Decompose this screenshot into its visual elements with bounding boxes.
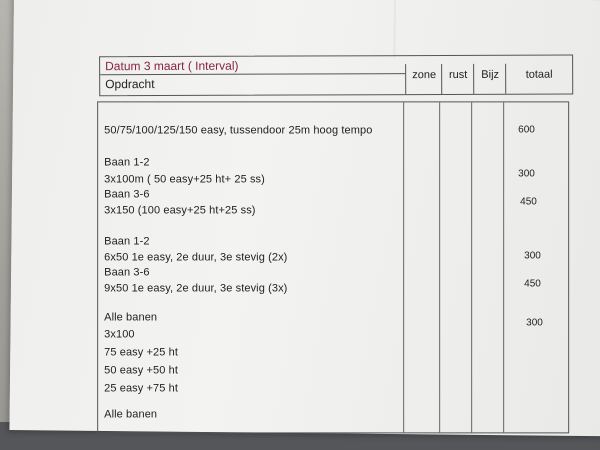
- row-total: 450: [524, 278, 541, 290]
- workout-line: 6x50 1e easy, 2e duur, 3e stevig (2x): [104, 251, 288, 264]
- column-divider: [471, 102, 472, 432]
- workout-line: 9x50 1e easy, 2e duur, 3e stevig (3x): [104, 282, 288, 295]
- column-header-zone-label: zone: [412, 69, 437, 82]
- row-total: 300: [526, 317, 543, 329]
- session-date-title: Datum 3 maart ( Interval): [105, 58, 239, 74]
- column-header-totaal: [505, 64, 572, 94]
- column-header-bijz: [473, 64, 506, 94]
- workout-line: 25 easy +75 ht: [104, 382, 179, 395]
- workout-line: 75 easy +25 ht: [104, 346, 179, 359]
- column-divider: [439, 102, 440, 432]
- column-header-bijz-label: Bijz: [481, 68, 500, 81]
- workout-line: Baan 1-2: [104, 156, 150, 169]
- workout-line: 50/75/100/125/150 easy, tussendoor 25m hoog tempo: [104, 124, 373, 137]
- workout-line: Baan 1-2: [104, 235, 150, 248]
- column-header-rust-label: rust: [448, 68, 468, 81]
- header-title-row: [100, 56, 405, 75]
- workout-line: 3x150 (100 easy+25 ht+25 ss): [104, 204, 256, 217]
- paper-fold: [393, 0, 396, 58]
- row-total: 450: [520, 196, 537, 208]
- workout-table: [97, 101, 569, 433]
- column-divider: [403, 102, 404, 432]
- workout-line: 3x100m ( 50 easy+25 ht+ 25 ss): [104, 173, 265, 186]
- workout-line: Baan 3-6: [104, 266, 150, 279]
- column-divider: [503, 102, 504, 432]
- workout-line: Alle banen: [104, 311, 158, 324]
- column-header-zone: [405, 64, 442, 94]
- column-header-totaal-label: totaal: [525, 68, 553, 81]
- row-total: 300: [524, 250, 541, 262]
- assignment-label: Opdracht: [105, 77, 155, 92]
- workout-line: Baan 3-6: [104, 188, 150, 201]
- header-table: [99, 55, 573, 97]
- workout-line: 3x100: [104, 328, 135, 341]
- column-header-rust: [441, 64, 474, 94]
- row-total: 600: [518, 124, 535, 136]
- row-total: 300: [518, 168, 535, 180]
- paper-sheet: [9, 0, 600, 436]
- workout-line: Alle banen: [104, 408, 158, 421]
- workout-line: 50 easy +50 ht: [104, 364, 179, 377]
